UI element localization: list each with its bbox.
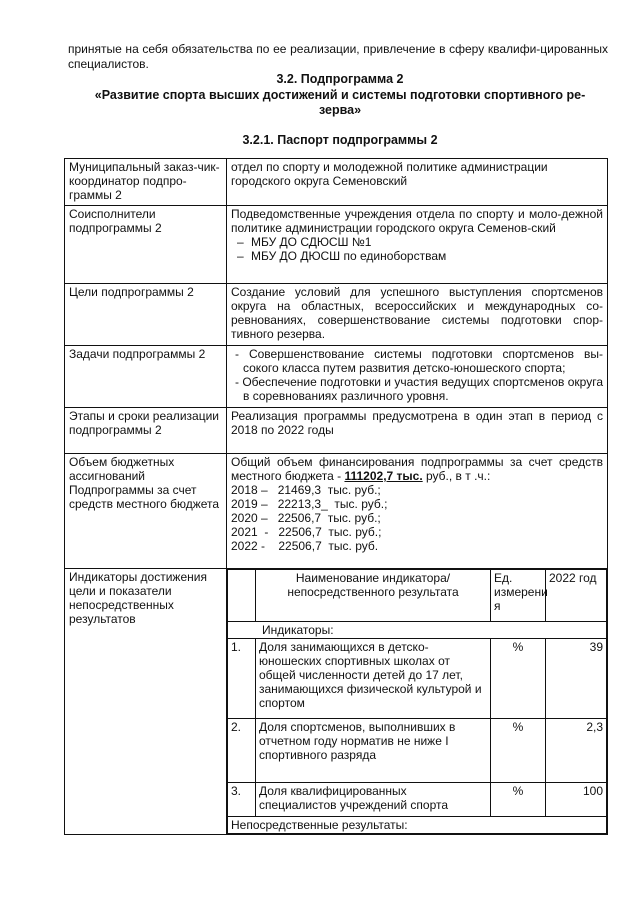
list-item: – МБУ ДО СДЮСШ №1 (231, 235, 603, 249)
row-stages (65, 408, 608, 454)
list-item: - Совершенствование системы подготовки спортсменов вы-сокого класса путем развития детско-юношеского спорта; (235, 347, 603, 375)
budget-total: 111202,7 тыс. (344, 469, 423, 483)
budget-lead: Общий объем финансирования подпрограммы за счет средств местного бюджета - (231, 455, 603, 483)
budget-year-line: 2022 - 22506,7 тыс. руб. (231, 539, 379, 553)
results-row (228, 817, 607, 834)
value-stages: Реализация программы предусмотрена в один этап в период с 2018 по 2022 годы (227, 408, 608, 454)
coexecutors-list (231, 235, 603, 263)
indicator-value: 2,3 (546, 719, 607, 783)
row-indicators (65, 569, 608, 835)
label-budget: Объем бюджетных ассигнований Подпрограммы за счет средств местного бюджета (65, 454, 227, 569)
header-name: Наименование индикатора/ непосредственного результата (256, 570, 491, 622)
indicator-num: 2. (228, 719, 256, 783)
indicator-value: 100 (546, 783, 607, 817)
tasks-list (231, 347, 603, 403)
value-customer: отдел по спорту и молодежной политике администрации городского округа Семеновский (227, 159, 608, 206)
table-row (228, 719, 607, 783)
value-coexecutors: Подведомственные учреждения отдела по спорту и моло-дежной политике администрации городского округа Семенов-ский (231, 207, 603, 235)
budget-year-line: 2019 – 22213,3_ тыс. руб.; (231, 497, 388, 511)
indicator-name: Доля занимающихся в детско-юношеских спортивных школах от общей численности детей до 17 лет, занимающихся физической культурой и спортом (256, 639, 491, 719)
label-indicators: Индикаторы достижения цели и показатели непосредственных результатов (65, 569, 227, 835)
subprogram-title-line2: зерва» (318, 103, 362, 117)
header-unit: Ед. измерени я (491, 570, 546, 622)
value-budget-cell (227, 454, 608, 569)
value-coexecutors-cell (227, 206, 608, 284)
section-heading: 3.2. Подпрограмма 2 (276, 72, 404, 86)
label-tasks: Задачи подпрограммы 2 (65, 346, 227, 408)
budget-year-line: 2021 - 22506,7 тыс. руб.; (231, 525, 382, 539)
indicator-name: Доля квалифицированных специалистов учреждений спорта (256, 783, 491, 817)
row-coexecutors (65, 206, 608, 284)
indicator-value: 39 (546, 639, 607, 719)
value-tasks-cell (227, 346, 608, 408)
subprogram-title-line1: «Развитие спорта высших достижений и системы подготовки спортивного ре- (94, 88, 586, 102)
indicator-name: Доля спортсменов, выполнивших в отчетном году норматив не ниже I спортивного разряда (256, 719, 491, 783)
indicators-header-row (228, 570, 607, 622)
list-item: – МБУ ДО ДЮСШ по единоборствам (231, 249, 603, 263)
intro-paragraph: принятые на себя обязательства по ее реализации, привлечение в сферу квалифи-цированных специалистов. (68, 42, 608, 71)
indicators-table (227, 569, 607, 834)
header-year: 2022 год (546, 570, 607, 622)
row-goals (65, 284, 608, 346)
list-item: - Обеспечение подготовки и участия ведущих спортсменов округа в соревнованиях различного уровня. (235, 375, 603, 403)
budget-summary (231, 455, 603, 483)
indicator-unit: % (491, 719, 546, 783)
indicators-cell (227, 569, 608, 835)
label-customer: Муниципальный заказ-чик-координатор подпро-граммы 2 (65, 159, 227, 206)
table-row (228, 783, 607, 817)
label-coexecutors: Соисполнители подпрограммы 2 (65, 206, 227, 284)
budget-year-line: 2018 – 21469,3 тыс. руб.; (231, 483, 381, 497)
budget-tail: руб., в т .ч.: (422, 469, 491, 483)
table-row (228, 639, 607, 719)
row-customer (65, 159, 608, 206)
indicator-unit: % (491, 639, 546, 719)
value-goals: Создание условий для успешного выступления спортсменов округа на областных, всероссийских и международных со-ревнованиях, совершенствование системы подготовки спор-тивного резерва. (227, 284, 608, 346)
header-num (228, 570, 256, 622)
indicators-section-label: Индикаторы: (228, 622, 607, 639)
row-budget (65, 454, 608, 569)
passport-table (64, 158, 608, 835)
indicator-num: 1. (228, 639, 256, 719)
indicator-unit: % (491, 783, 546, 817)
label-goals: Цели подпрограммы 2 (65, 284, 227, 346)
results-label: Непосредственные результаты: (228, 817, 607, 834)
passport-title: 3.2.1. Паспорт подпрограммы 2 (242, 133, 438, 147)
budget-year-line: 2020 – 22506,7 тыс. руб.; (231, 511, 381, 525)
label-stages: Этапы и сроки реализации подпрограммы 2 (65, 408, 227, 454)
indicator-num: 3. (228, 783, 256, 817)
row-tasks (65, 346, 608, 408)
indicators-section-row (228, 622, 607, 639)
